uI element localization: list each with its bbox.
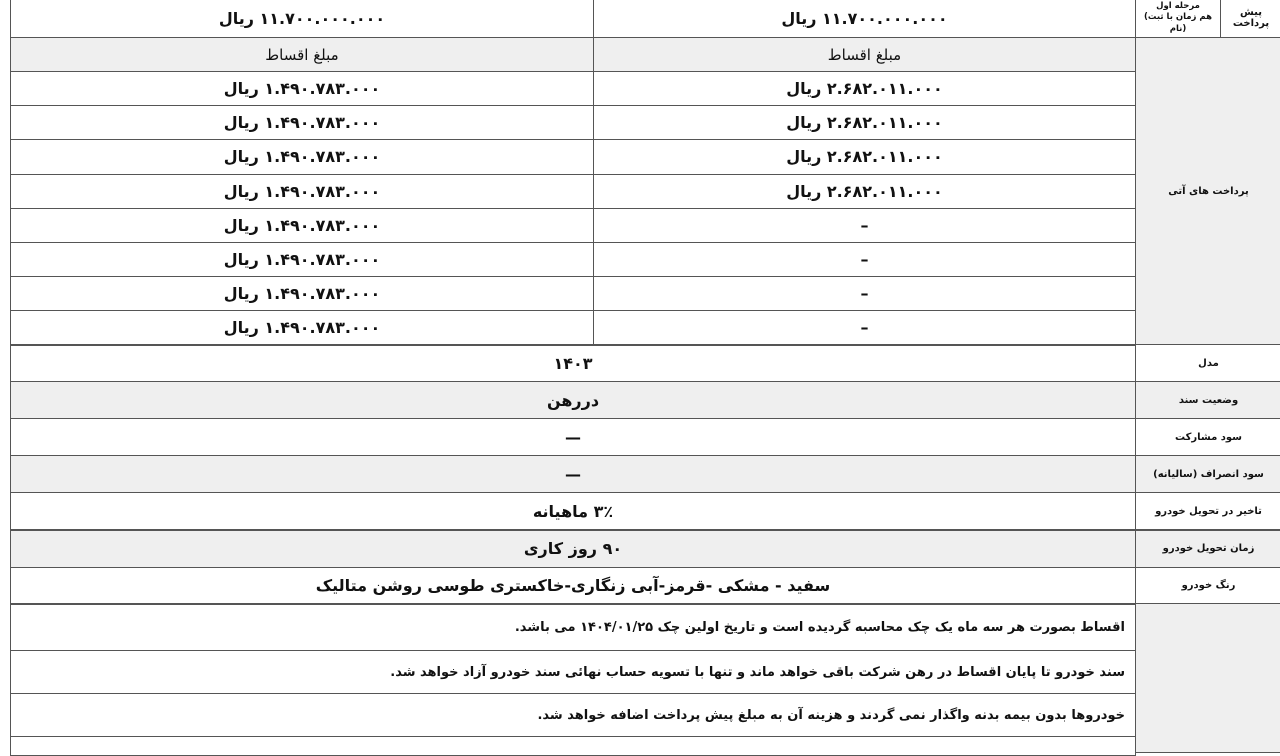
stage-subtitle: (هم زمان با ثبت نام) bbox=[1144, 12, 1212, 34]
installment-a-cell: ۲.۶۸۲.۰۱۱.۰۰۰ ریال bbox=[593, 139, 1136, 174]
note-line: اقساط بصورت هر سه ماه یک چک محاسبه گردیده است و تاریخ اولین چک ۱۴۰۴/۰۱/۲۵ می باشد. bbox=[10, 603, 1136, 651]
installment-a-cell: – bbox=[593, 242, 1136, 277]
installments-header-b: مبلغ اقساط bbox=[10, 37, 594, 72]
prepayment-amount-a: ۱۱.۷۰۰.۰۰۰.۰۰۰ ریال bbox=[593, 0, 1136, 38]
installment-b-cell: ۱.۴۹۰.۷۸۳.۰۰۰ ریال bbox=[10, 276, 594, 311]
stage-title: مرحله اول bbox=[1156, 1, 1200, 12]
installment-a-cell: – bbox=[593, 208, 1136, 243]
detail-label: تاخیر در تحویل خودرو bbox=[1135, 492, 1280, 530]
detail-value: ۱۴۰۳ bbox=[10, 344, 1136, 382]
notes-side-label bbox=[1135, 603, 1280, 753]
detail-value: ۳٪ ماهیانه bbox=[10, 492, 1136, 530]
installment-b-cell: ۱.۴۹۰.۷۸۳.۰۰۰ ریال bbox=[10, 242, 594, 277]
installment-b-cell: ۱.۴۹۰.۷۸۳.۰۰۰ ریال bbox=[10, 71, 594, 106]
detail-label: مدل bbox=[1135, 344, 1280, 382]
detail-label: رنگ خودرو bbox=[1135, 567, 1280, 605]
prepayment-stage bbox=[1135, 0, 1221, 38]
note-line-empty bbox=[10, 736, 1136, 756]
installment-a-cell: ۲.۶۸۲.۰۱۱.۰۰۰ ریال bbox=[593, 105, 1136, 140]
installment-b-cell: ۱.۴۹۰.۷۸۳.۰۰۰ ریال bbox=[10, 139, 594, 174]
installment-b-cell: ۱.۴۹۰.۷۸۳.۰۰۰ ریال bbox=[10, 310, 594, 345]
installment-a-cell: ۲.۶۸۲.۰۱۱.۰۰۰ ریال bbox=[593, 71, 1136, 106]
detail-value: دررهن bbox=[10, 381, 1136, 419]
installment-b-cell: ۱.۴۹۰.۷۸۳.۰۰۰ ریال bbox=[10, 105, 594, 140]
installment-a-cell: – bbox=[593, 276, 1136, 311]
installment-b-cell: ۱.۴۹۰.۷۸۳.۰۰۰ ریال bbox=[10, 174, 594, 209]
detail-value: — bbox=[10, 455, 1136, 493]
detail-value: ۹۰ روز کاری bbox=[10, 530, 1136, 568]
installments-label: پرداخت های آتی bbox=[1135, 37, 1280, 345]
detail-value: سفید - مشکی -قرمز-آبی زنگاری-خاکستری طوسی روشن متالیک bbox=[10, 567, 1136, 605]
note-line: سند خودرو تا پایان اقساط در رهن شرکت باقی خواهد ماند و تنها با تسویه حساب نهائی سند خودرو آزاد خواهد شد. bbox=[10, 650, 1136, 694]
prepayment-label: پیش پرداخت bbox=[1220, 0, 1280, 38]
detail-label: زمان تحویل خودرو bbox=[1135, 530, 1280, 568]
installment-a-cell: ۲.۶۸۲.۰۱۱.۰۰۰ ریال bbox=[593, 174, 1136, 209]
installments-header-a: مبلغ اقساط bbox=[593, 37, 1136, 72]
prepayment-amount-b: ۱۱.۷۰۰.۰۰۰.۰۰۰ ریال bbox=[10, 0, 594, 38]
installment-a-cell: – bbox=[593, 310, 1136, 345]
installment-b-cell: ۱.۴۹۰.۷۸۳.۰۰۰ ریال bbox=[10, 208, 594, 243]
detail-label: سود مشارکت bbox=[1135, 418, 1280, 456]
note-line: خودروها بدون بیمه بدنه واگذار نمی گردند و هزینه آن به مبلغ پیش پرداخت اضافه خواهد شد. bbox=[10, 693, 1136, 737]
detail-label: وضعیت سند bbox=[1135, 381, 1280, 419]
detail-label: سود انصراف (سالیانه) bbox=[1135, 455, 1280, 493]
detail-value: — bbox=[10, 418, 1136, 456]
